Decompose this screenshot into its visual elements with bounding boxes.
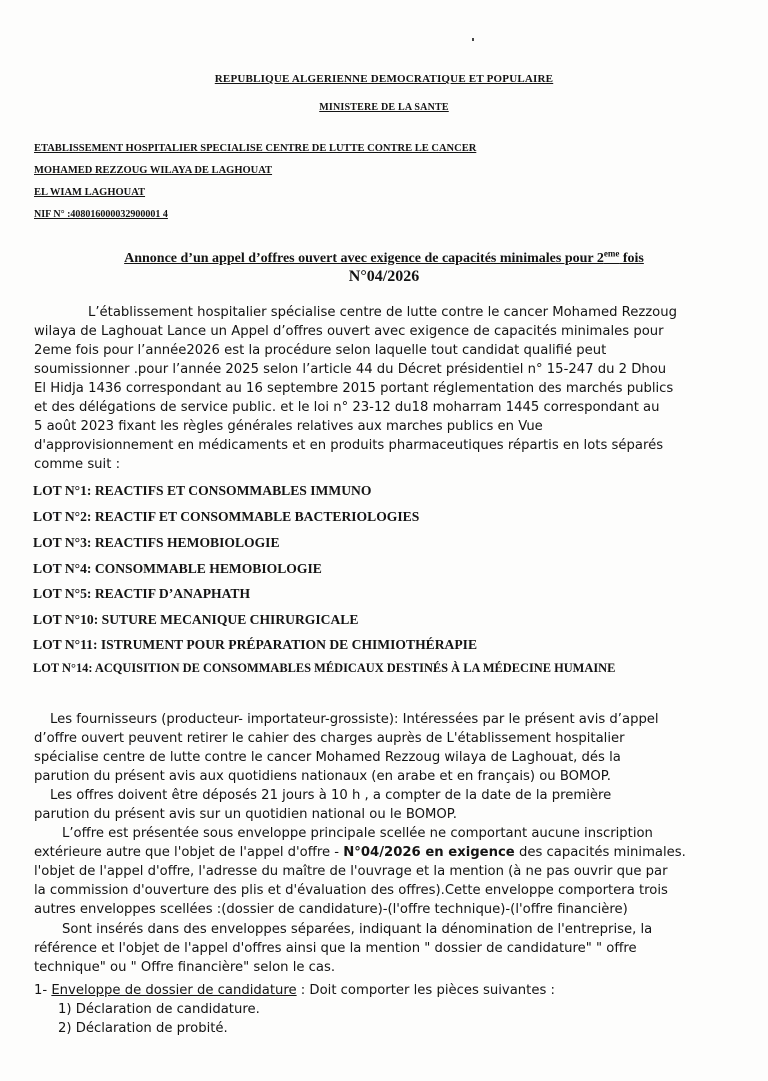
section-1-heading (34, 981, 555, 1000)
lot-label: LOT N°1: (33, 483, 92, 498)
intro-paragraph (34, 303, 677, 474)
intro-line: L’établissement hospitalier spécialise centre de lutte contre le cancer Mohamed Rezzoug (88, 305, 677, 320)
envelope-line: L’offre est présentée sous enveloppe principale scellée ne comportant aucune inscription (62, 826, 653, 841)
lot-item (33, 586, 250, 602)
title-tail: fois (619, 250, 644, 266)
lot-name: REACTIFS ET CONSOMMABLES IMMUNO (91, 483, 372, 498)
envelope-paragraph (34, 824, 686, 919)
inserted-line: Sont insérés dans des enveloppes séparées, indiquant la dénomination de l'entreprise, la (62, 922, 653, 937)
section-1 (34, 981, 555, 1038)
envelope-exigence: en exigence (420, 845, 515, 860)
lot-name: REACTIF ET CONSOMMABLE BACTERIOLOGIES (91, 509, 420, 524)
lot-item (33, 509, 419, 525)
offers-paragraph (34, 786, 611, 824)
offers-line: Les offres doivent être déposés 21 jours à 10 h , a compter de la date de la première (50, 788, 612, 803)
envelope-text: extérieure autre que l'objet de l'appel d'offre - (34, 845, 344, 860)
lot-label: LOT N°3: (33, 535, 92, 550)
intro-line: 5 août 2023 fixant les règles générales relatives aux marches publics en Vue (34, 419, 543, 434)
intro-line: d'approvisionnement en médicaments et en produits pharmaceutiques répartis en lots séparés (34, 438, 664, 453)
nif-number: NIF N° :408016000032900001 4 (34, 209, 168, 220)
title-main: Annonce d’un appel d’offres ouvert avec exigence de capacités minimales pour 2 (124, 250, 604, 266)
establishment-line-2: MOHAMED REZZOUG WILAYA DE LAGHOUAT (34, 165, 273, 176)
intro-line: 2eme fois pour l’année2026 est la procédure selon laquelle tout candidat qualifié peut (34, 343, 607, 358)
intro-line: wilaya de Laghouat Lance un Appel d’offres ouvert avec exigence de capacités minimales pour (34, 324, 664, 339)
envelope-line: la commission d'ouverture des plis et d'évaluation des offres).Cette enveloppe comportera trois (34, 883, 668, 898)
suppliers-paragraph (34, 710, 659, 786)
envelope-text: des capacités minimales. (514, 845, 686, 860)
lot-name: SUTURE MECANIQUE CHIRURGICALE (98, 612, 359, 627)
envelope-line (34, 843, 686, 862)
title-sup: eme (603, 248, 620, 258)
establishment-line-3: EL WIAM LAGHOUAT (34, 187, 146, 198)
announcement-title (0, 248, 768, 267)
lot-name: ACQUISITION DE CONSOMMABLES MÉDICAUX DESTINÉS À LA MÉDECINE HUMAINE (92, 661, 616, 675)
envelope-line: l'objet de l'appel d'offre, l'adresse du maître de l'ouvrage et la mention (à ne pas ouvrir que par (34, 864, 668, 879)
ministry-heading: MINISTERE DE LA SANTE (319, 102, 449, 113)
lot-label: LOT N°10: (33, 612, 99, 627)
lot-item (33, 661, 615, 676)
lot-name: REACTIFS HEMOBIOLOGIE (91, 535, 280, 550)
lot-label: LOT N°14: (33, 661, 93, 675)
suppliers-line: Les fournisseurs (producteur- importateur-grossiste): Intéressées par le présent avis d’appel (50, 712, 659, 727)
lot-label: LOT N°2: (33, 509, 92, 524)
intro-line: comme suit : (34, 457, 121, 472)
inserted-line: technique" ou " Offre financière" selon le cas. (34, 960, 336, 975)
section-1-title: Enveloppe de dossier de candidature (51, 983, 297, 998)
inserted-paragraph (34, 920, 652, 977)
lot-label: LOT N°4: (33, 561, 92, 576)
lot-label: LOT N°5: (33, 586, 92, 601)
lot-item (33, 637, 477, 653)
intro-line: soumissionner .pour l’année 2025 selon l’article 44 du Décret présidentiel n° 15-247 du 2 Dhou (34, 362, 667, 377)
lot-label: LOT N°11: (33, 637, 98, 652)
suppliers-line: parution du présent avis aux quotidiens nationaux (en arabe et en français) ou BOMOP. (34, 769, 611, 784)
lot-item (33, 535, 280, 551)
offers-line: parution du présent avis sur un quotidien national ou le BOMOP. (34, 807, 457, 822)
lot-name: CONSOMMABLE HEMOBIOLOGIE (91, 561, 322, 576)
suppliers-line: d’offre ouvert peuvent retirer le cahier des charges auprès de L'établissement hospitalier (34, 731, 625, 746)
inserted-line: référence et l'objet de l'appel d'offres ainsi que la mention " dossier de candidature" " offre (34, 941, 637, 956)
lot-item (33, 483, 371, 499)
scan-speck (472, 38, 474, 41)
section-1-number: 1- (34, 983, 52, 998)
envelope-number: N°04/2026 (343, 845, 421, 860)
section-1-suffix: : Doit comporter les pièces suivantes : (296, 983, 555, 998)
republic-heading: REPUBLIQUE ALGERIENNE DEMOCRATIQUE ET POPULAIRE (214, 73, 554, 85)
envelope-line: autres enveloppes scellées :(dossier de candidature)-(l'offre technique)-(l'offre financière) (34, 902, 628, 917)
establishment-line-1: ETABLISSEMENT HOSPITALIER SPECIALISE CENTRE DE LUTTE CONTRE LE CANCER (34, 143, 477, 154)
section-1-item: 2) Déclaration de probité. (58, 1021, 228, 1036)
intro-line: et des délégations de service public. et le loi n° 23-12 du18 moharram 1445 correspondant au (34, 400, 660, 415)
lot-item (33, 612, 358, 628)
section-1-item: 1) Déclaration de candidature. (58, 1002, 260, 1017)
lot-name: ISTRUMENT POUR PRÉPARATION DE CHIMIOTHÉRAPIE (97, 637, 478, 652)
announcement-number: N°04/2026 (348, 268, 420, 285)
lot-item (33, 561, 322, 577)
lot-name: REACTIF D’ANAPHATH (91, 586, 251, 601)
intro-line: El Hidja 1436 correspondant au 16 septembre 2015 portant réglementation des marchés publics (34, 381, 674, 396)
suppliers-line: spécialise centre de lutte contre le cancer Mohamed Rezzoug wilaya de Laghouat, dés la (34, 750, 621, 765)
